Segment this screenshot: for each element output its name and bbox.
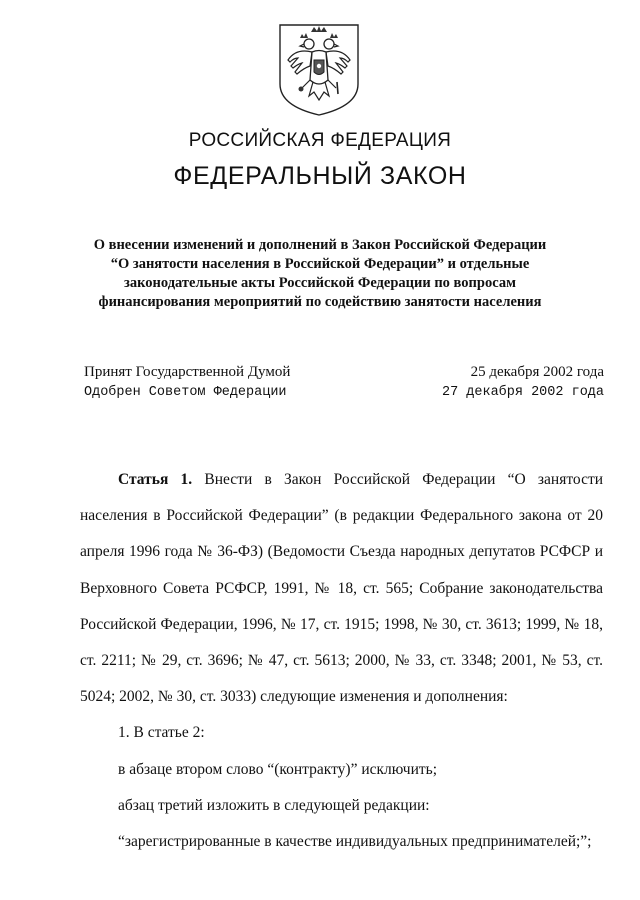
subject-line: финансирования мероприятий по содействию занятости населения — [98, 294, 542, 310]
article-item: в абзаце втором слово “(контракту)” исключить; — [118, 760, 438, 778]
article-text: Внести в Закон Российской Федерации “О занятости населения в Российской Федерации” (в редакции Федерального закона от 20 апреля 1996 года № 36-ФЗ) (Ведомости Съезда народных депутатов РСФСР и Верховного Совета РСФСР, 1991, № 18, ст. 565; Собрание законодательства Российской Федерации, 1996, № 17, ст. 1915; 1998, № 30, ст. 3613; 1999, № 18, ст. 2211; № 29, ст. 3696; № 47, ст. 5613; 2000, № 33, ст. 3348; 2001, № 53, ст. 5024; 2002, № 30, ст. 3033) следующие изменения и дополнения: — [80, 471, 604, 706]
article-item: “зарегистрированные в качестве индивидуальных предпринимателей;”; — [118, 833, 592, 851]
duma-date: 25 декабря 2002 года — [470, 364, 604, 380]
document-type-title: ФЕДЕРАЛЬНЫЙ ЗАКОН — [173, 162, 467, 190]
country-title: РОССИЙСКАЯ ФЕДЕРАЦИЯ — [188, 130, 452, 151]
subject-line: О внесении изменений и дополнений в Закон Российской Федерации — [93, 237, 547, 253]
law-subject — [60, 236, 580, 312]
adoption-council-row — [84, 385, 604, 405]
article-item: абзац третий изложить в следующей редакции: — [118, 796, 430, 814]
article-body — [80, 462, 603, 860]
article-1-paragraph — [80, 462, 603, 715]
article-heading: Статья 1. — [118, 471, 193, 488]
council-date: 27 декабря 2002 года — [441, 385, 604, 400]
council-label: Одобрен Советом Федерации — [84, 385, 287, 400]
subject-line: законодательные акты Российской Федерации по вопросам — [124, 275, 516, 291]
article-item: 1. В статье 2: — [118, 724, 205, 742]
subject-line: “О занятости населения в Российской Федерации” и отдельные — [110, 256, 530, 272]
coat-of-arms-icon — [276, 22, 362, 118]
adoption-duma-row — [84, 364, 604, 384]
duma-label: Принят Государственной Думой — [84, 364, 291, 380]
